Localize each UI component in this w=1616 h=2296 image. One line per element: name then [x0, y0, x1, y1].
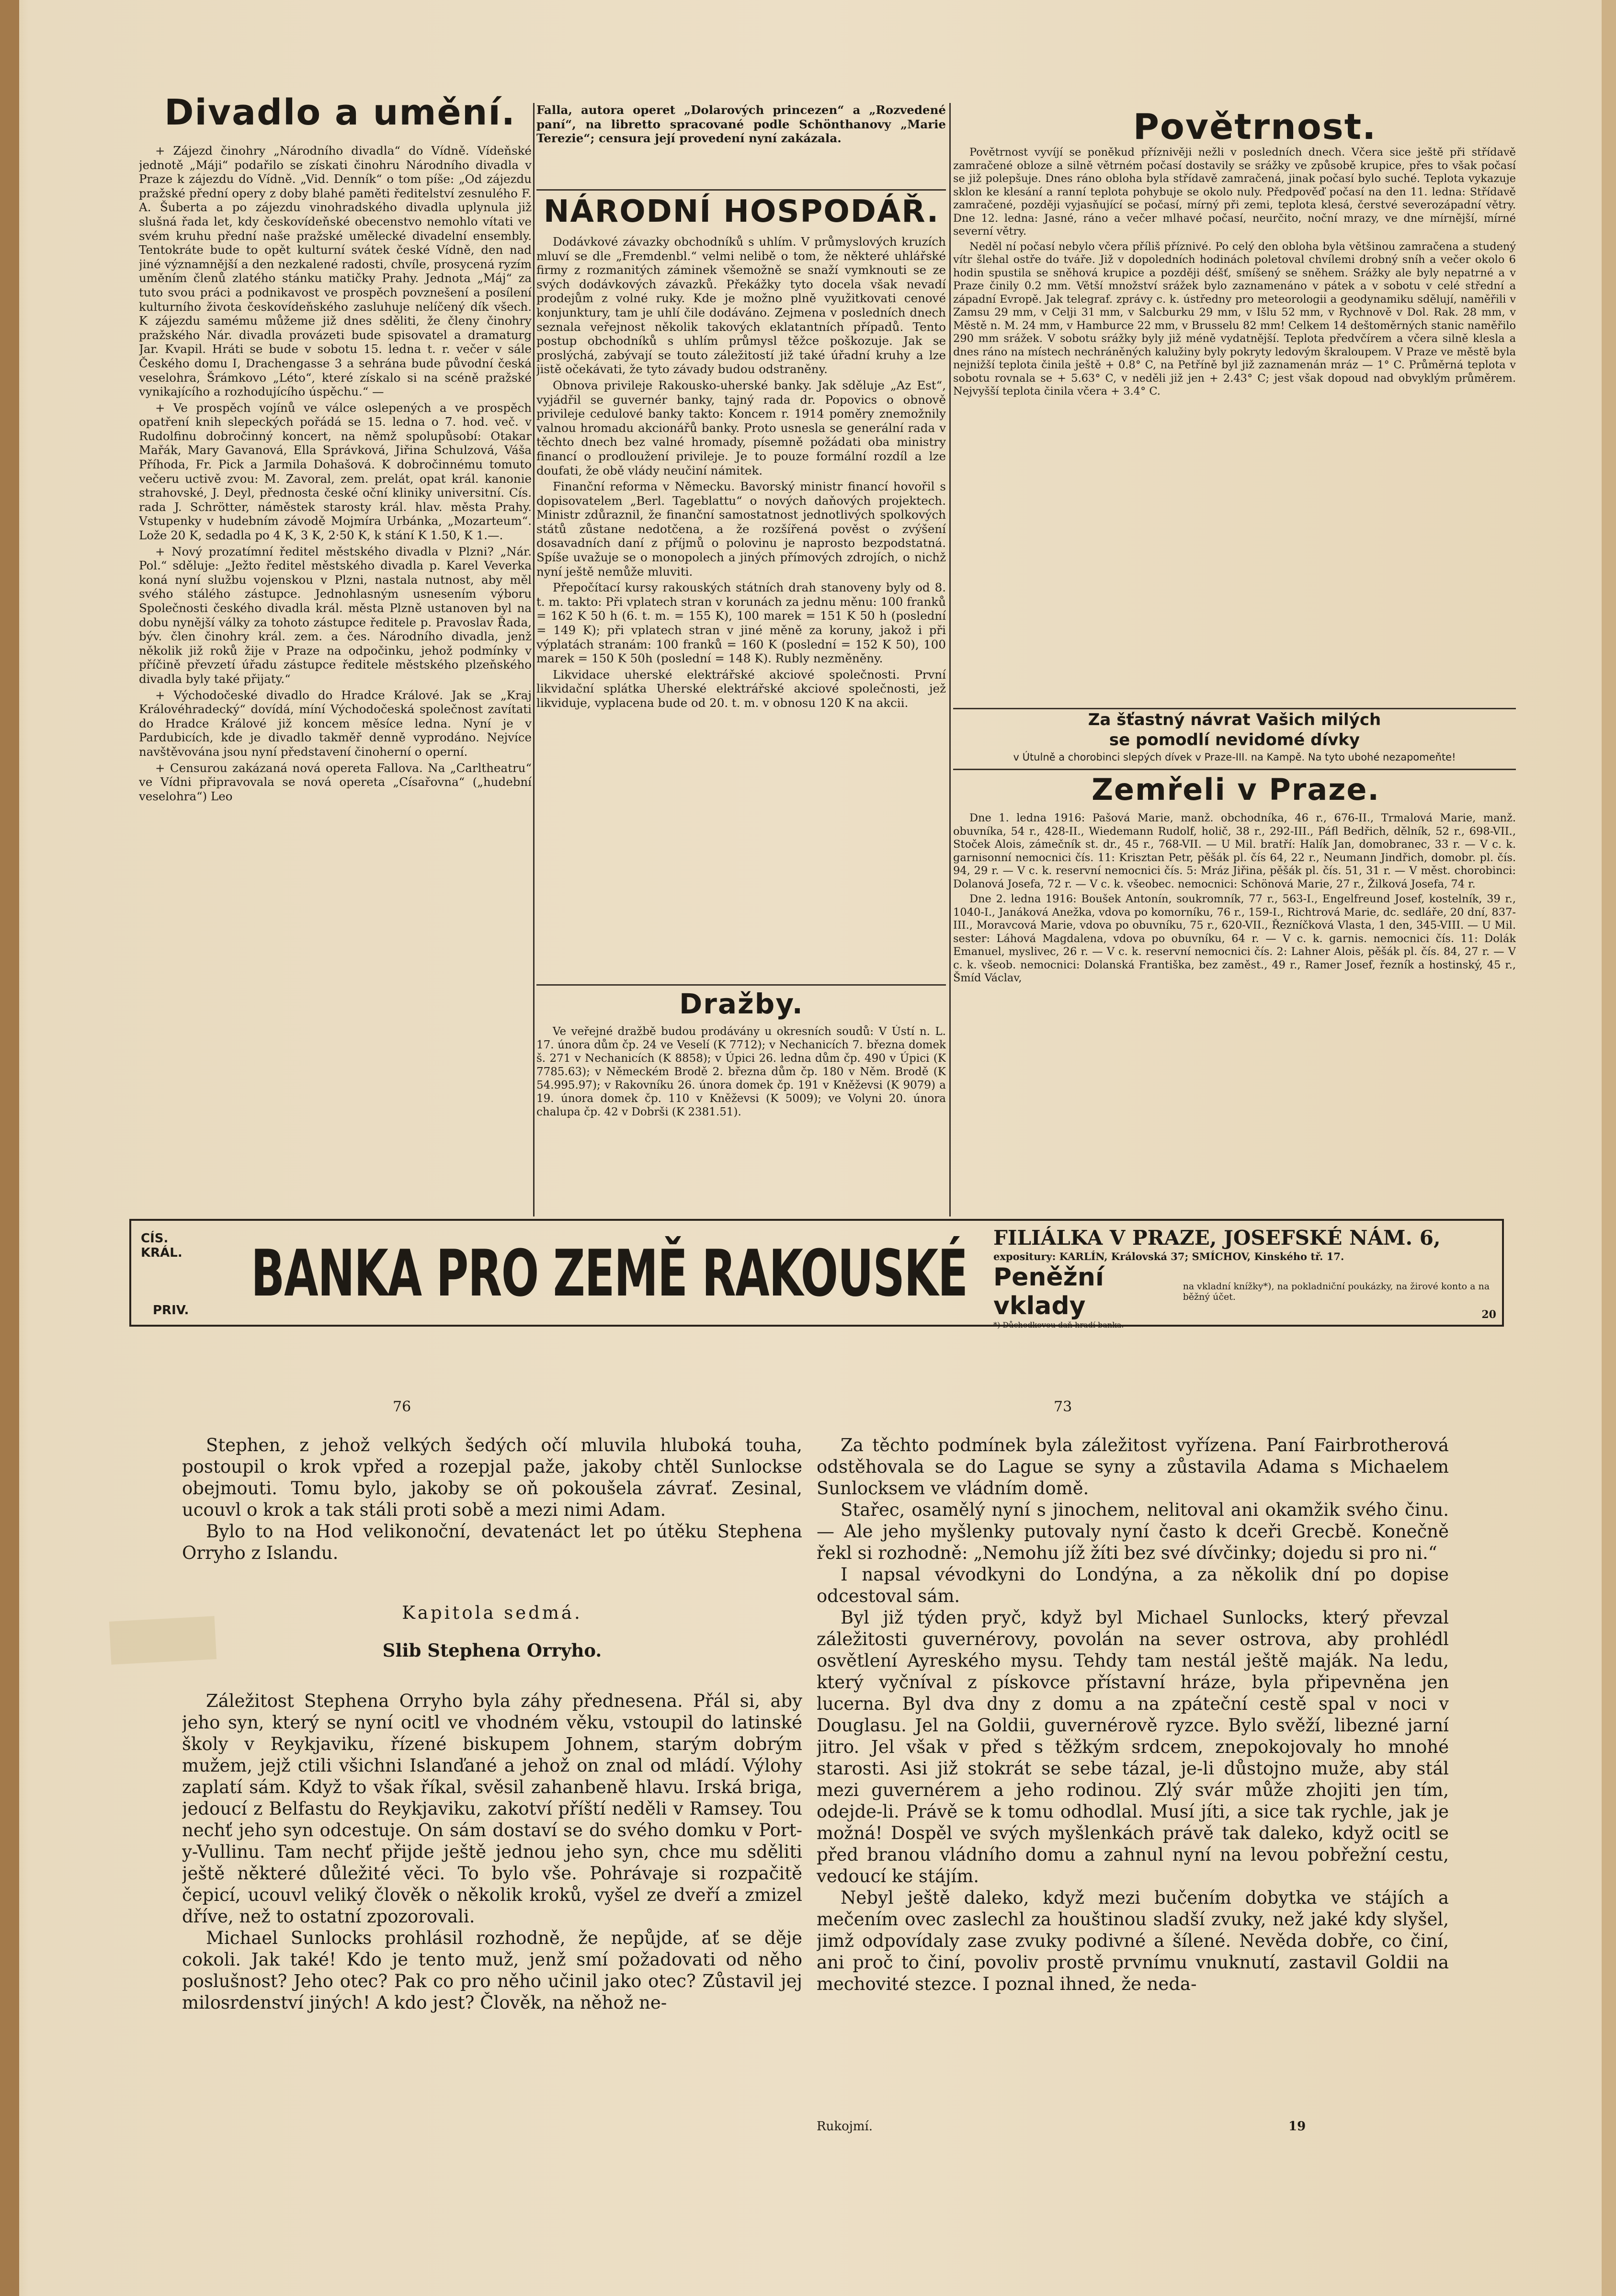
section-rule — [536, 984, 946, 986]
blind-girls-notice — [953, 710, 1516, 767]
notice-line-1: Za šťastný návrat Vašich milých — [1088, 710, 1381, 729]
theater-paragraph: + Východočeské divadlo do Hradce Králové. Jak se „Kraj Královéhradecký“ dovídá, míní Východočeská společnost zavítati do Hradce Králové již koncem měsíce ledna. Nyní je v Pardubicích, kde je divadlo takměř denně vyprodáno. Nejvíce navštěvována jsou nyní představení činoherní o operní. — [139, 688, 532, 759]
page-number-left: 76 — [393, 1398, 411, 1415]
deaths-heading: Zemřeli v Praze. — [1092, 772, 1380, 807]
theater-paragraph: + Censurou zakázaná nová opereta Fallova. Na „Carltheatru“ ve Vídni připravovala se nová opereta „Císařovna“ („hudební veselohra“) Leo — [139, 761, 532, 803]
economy-paragraph: Přepočítací kursy rakouských státních drah stanoveny byly od 8. t. m. takto: Při vplatech stran v korunách za jednu měnu: 100 franků = 162 K 50 h (6. t. m. = 155 K), 100 marek = 151 K 50 h (poslední = 149 K); při vplatech stran v jiné měně za koruny, jakož i při výplatách stranám: 100 franků = 160 K (poslední = 152 K 50), 100 marek = 150 K 50h (poslední = 148 K). Rubly nezměněny. — [536, 580, 946, 666]
economy-paragraph: Finanční reforma v Německu. Bavorský ministr financí hovořil s dopisovatelem „Berl. Tageblattu“ o nových daňových projektech. Ministr zdůraznil, že finanční samostatnost jednotlivých spolkových států zůstane nedotčena, a že rozšířená pověst o zvýšení dosavadních daní z příjmů o polovinu je naprosto bezpodstatná. Spíše uvažuje se o monopolech a jiných přímových zdrojích, o nichž nyní ještě nemůže mluviti. — [536, 479, 946, 579]
ad-imperial-label: CÍS. KRÁL. — [141, 1231, 182, 1260]
theater-continuation — [536, 103, 946, 187]
weather-heading: Povětrnost. — [1133, 106, 1377, 148]
ad-deposits — [993, 1263, 1496, 1320]
deaths-column — [953, 812, 1516, 1219]
ad-priv-label: PRIV. — [153, 1303, 189, 1318]
theater-paragraph: + Nový prozatímní ředitel městského divadla v Plzni? „Nár. Pol.“ sděluje: „Ježto ředitel městského divadla p. Karel Veverka koná nyní službu vojenskou v Plzni, nastala nutnost, aby měl svého stálého zástupce. Jednohlasným usnesením výboru Společnosti českého divadla král. města Plzně ustanoven byl na dobu nynější války za tohoto zástupce ředitele p. Pravoslav Řada, býv. člen činohry král. zem. a čes. Národního divadla, jenž několik již roků žije v Praze na odpočinku, jehož podmínky v příčině převzetí úřadu zástupce ředitele městského plzeňského divadla byly také přijaty.“ — [139, 544, 532, 686]
ad-left-label — [141, 1227, 213, 1322]
book-paragraph: Stephen, z jehož velkých šedých očí mluvila hluboká touha, postoupil o krok vpřed a rozepjal paže, jakoby chtěl Sunlockse obejmouti. Tomu bylo, jakoby se oň pokoušela závrať. Zesinal, ucouvl o krok a tak stáli proti sobě a mezi nimi Adam. — [182, 1435, 802, 1520]
deaths-paragraph: Dne 1. ledna 1916: Pašová Marie, manž. obchodníka, 46 r., 676-II., Trmalová Marie, manž. obuvníka, 54 r., 428-II., Wiedemann Rudolf, holič, 38 r., 292-III., Páfl Bedřich, dělník, 52 r., 698-VII., Stoček Alois, zámečník st. dr., 45 r., 768-VII. — U Mil. bratří: Halík Jan, domobranec, 33 r. — V c. k. garnisonní nemocnici čís. 11: Krisztan Petr, pěšák pl. čís 64, 22 r., Neumann Jindřich, domobr. pl. čís. 94, 29 r. — V c. k. reservní nemocnici čís. 5: Mráz Jiřina, pěšák pl. čís. 51, 31 r. — V měst. chorobinci: Dolanová Josefa, 72 r. — V c. k. všeobec. nemocnici: Schönová Marie, 27 r., Žilková Josefa, 74 r. — [953, 812, 1516, 890]
economy-heading: NÁRODNÍ HOSPODÁŘ. — [543, 194, 940, 229]
page-edge — [1602, 0, 1616, 2296]
economy-paragraph: Likvidace uherské elektrářské akciové společnosti. První likvidační splátka Uherské elektrářské akciové společnosti, jež likviduje, vyplacena bude od 20. t. m. v obnosu 120 K na akcii. — [536, 667, 946, 710]
column-rule — [949, 103, 951, 1216]
ad-deposits-text: na vkladní knížky*), na pokladniční poukázky, na žirové konto a na běžný účet. — [1183, 1281, 1490, 1302]
book-paragraph: Stařec, osamělý nyní s jinochem, nelitoval ani okamžik svého činu. — Ale jeho myšlenky putovaly nyní často k dceři Grecbě. Konečně řekl si rozhodně: „Nemohu jíž žíti bez své dívčinky; dojedu si pro ni.“ — [817, 1500, 1449, 1563]
book-signature-mark: 19 — [1288, 2119, 1306, 2134]
economy-paragraph: Dodávkové závazky obchodníků s uhlím. V průmyslových kruzích mluví se dle „Fremdenbl.“ velmi nelibě o tom, že některé uhlářské firmy z rozmanitých záminek všemožně se snaží vymknouti se ze svých dodávkových závazků. Překážky tyto docela však nevadí prodejům z volné ruky. Kde je možno plně využitkovati cenové konjunktury, tam je uhlí čile dodáváno. Zejmena v posledních dnech seznala veřejnost několik takových eklatantních případů. Tento postup obchodníků s uhlím průmysl těžce poškozuje. Jak se proslýchá, zabývají se touto záležitostí již také úřadní kruhy a lze jistě očekávati, že tyto závady budou odstraněny. — [536, 235, 946, 376]
theater-paragraph: + Zájezd činohry „Národního divadla“ do Vídně. Vídeňské jednotě „Máji“ podařilo se získati činohru Národního divadla v Praze k zájezdu do Vídně. „Vid. Denník“ o tom píše: „Od zájezdu pražské přední opery z doby blahé paměti ředitelství zesnulého F. A. Šuberta a po zájezdu vinohradského divadla uplynula již slušná řada let, kdy českovídeňské obecenstvo nemohlo vítati ve svém kruhu přední naše pražské umělecké divadelní ensembly. Tentokráte bude to opět kulturní svátek české Vídně, den nad jiné významnější a den nezkalené radosti, chvíle, prosycená ryzím uměním členů zlatého stánku matičky Prahy. Jednota „Máj“ za tuto svou práci a podnikavost ve prospěch povznešení a posílení kulturního života českovídeňského zasluhuje nelíčený dík všech. K zájezdu samému můžeme již dnes sděliti, že členy činohry pražského Nár. divadla provázeti bude spisovatel a dramaturg Jar. Kvapil. Hráti se bude v sobotu 15. ledna t. r. večer v sále Českého domu I, Drachengasse 3 a sehrána bude původní česká veselohra, Šrámkovo „Léto“, které získalo si na scéně pražské vynikajícího a rozhodujícího úspěchu.“ — — [139, 144, 532, 399]
ad-footnote: *) Důchodkovou daň hradí banka. — [993, 1320, 1124, 1330]
section-rule — [953, 769, 1516, 770]
theater-heading: Divadlo a umění. — [164, 92, 516, 133]
book-paragraph: Záležitost Stephena Orryho byla záhy přednesena. Přál si, aby jeho syn, který se nyní ocitl ve vhodném věku, vstoupil do latinské školy v Reykjaviku, řízené biskupem Johnem, starým dobrým mužem, jejž ctili všichni Islanďané a jehož on znal od mládí. Výlohy zaplatí sám. Když to však říkal, svěsil zahanbeně hlavu. Irská briga, jedoucí z Belfastu do Reykjaviku, zakotví příští neděli v Ramsey. Tou nechť jeho syn odcestuje. On sám dostaví se do svého domku v Port-y-Vullinu. Tam nechť přijde ještě jednou jeho syn, chce mu sděliti ještě některé důležité věci. To bylo vše. Pohrávaje si rozpačitě čepicí, ucouvl veliký člověk o několik kroků, vyšel ze dveří a zmizel dříve, než to ostatní zpozorovali. — [182, 1691, 802, 1927]
deaths-paragraph: Dne 2. ledna 1916: Boušek Antonín, soukromník, 77 r., 563-I., Engelfreund Josef, kostelník, 39 r., 1040-I., Janáková Anežka, vdova po komorníku, 76 r., 159-I., Richtrová Marie, dc. sedláře, 20 dní, 837-III., Moravcová Marie, vdova po obuvníku, 75 r., 620-VII., Řezníčková Vlasta, 1 den, 345-VIII. — U Mil. sester: Láhová Magdalena, vdova po obuvníku, 64 r. — V c. k. garnis. nemocnici čís. 11: Dolák Emanuel, myslivec, 26 r. — V c. k. reservní nemocnici čís. 2: Lahner Alois, pěšák pl. čís. 84, 27 r. — V c. k. všeob. nemocnici: Dolanská Františka, bez zaměst., 49 r., Ramer Josef, řezník a hostinský, 45 r., Šmíd Václav, — [953, 893, 1516, 984]
auctions-text: Ve veřejné dražbě budou prodávány u okresních soudů: V Ústí n. L. 17. února dům čp. 24 ve Veselí (K 7712); v Nechanicích 7. března domek š. 271 v Nechanicích (K 8858); v Úpici 26. ledna dům čp. 490 v Úpici (K 7785.63); v Německém Brodě 2. března dům čp. 180 v Něm. Brodě (K 54.995.97); v Rakovníku 26. února domek čp. 191 v Kněževsi (K 9079) a 19. února domek čp. 110 v Kněževsi (K 5009); ve Volyni 20. února chalupa čp. 42 v Dobrši (K 2381.51). — [536, 1025, 946, 1118]
bank-advertisement — [129, 1219, 1504, 1330]
notice-line-2: se pomodlí nevidomé dívky — [1109, 730, 1360, 750]
section-rule — [953, 708, 1516, 709]
economy-paragraph: Obnova privileje Rakousko-uherské banky. Jak sděluje „Az Est“, vyjádřil se guvernér banky, tajný rada dr. Popovics o obnově privileje cedulové banky takto: Koncem r. 1914 poměry znemožnily valnou hromadu akcionářů banky. Proto usnesla se generální rada v těchto dnech bez valné hromady, písemně požádati oba ministry financí o prodloužení privileje. Je to pouze formální rozdíl a lze doufati, že obě vlády neučiní námitek. — [536, 378, 946, 477]
ad-deposits-title: Peněžní vklady — [993, 1263, 1104, 1320]
book-paragraph: Nebyl ještě daleko, když mezi bučením dobytka ve stájích a mečením ovec zaslechl za houštinou sladší zvuky, než jaké kdy slyšel, jimž odpovídaly zase zvuky podivné a šílené. Nevěda dobře, co činí, ani proč to činí, povoliv prostě prvnímu vnuknutí, zastavil Goldii na mechovité stezce. I poznal ihned, že neda- — [817, 1887, 1449, 1994]
ad-bank-name: BANKA PRO ZEMĚ RAKOUSKÉ — [251, 1236, 967, 1311]
ad-branch: FILIÁLKA V PRAZE, JOSEFSKÉ NÁM. 6, — [993, 1226, 1441, 1250]
book-paragraph: Bylo to na Hod velikonoční, devatenáct let po útěku Stephena Orryho z Islandu. — [182, 1521, 802, 1563]
chapter-subtitle: Slib Stephena Orryho. — [382, 1640, 602, 1661]
theater-paragraph: + Ve prospěch vojínů ve válce oslepených a ve prospěch opatření knih slepeckých pořádá se 15. ledna o 7. hod. več. v Rudolfinu dobročinný koncert, na němž spolupůsobí: Otakar Mařák, Mary Gavanová, Ella Správková, Jiřina Schulzová, Váša Příhoda, Fr. Pick a Jarmila Dohašová. K dobročinnému tomuto večeru uctivě zvou: M. Zavoral, zem. prelát, opat král. kanonie strahovské, J. Deyl, přednosta české oční kliniky universitní. Cís. rada J. Schrötter, náměstek starosty král. hlav. města Prahy. Vstupenky v hudebním závodě Mojmíra Urbánka, „Mozarteum“. Lože 20 K, sedadla po 4 K, 3 K, 2·50 K, k stání K 1.50, K 1.—. — [139, 400, 532, 543]
ad-expositury: expositury: KARLÍN, Královská 37; SMÍCHOV, Kinského tř. 17. — [993, 1250, 1344, 1262]
book-paragraph: Michael Sunlocks prohlásil rozhodně, že nepůjde, ať se děje cokoli. Jak také! Kdo je tento muž, jenž smí požadovati od něho poslušnost? Jeho otec? Pak co pro něho učinil jako otec? Zůstavil jej milosrdenství jiných! A kdo jest? Člověk, na něhož ne- — [182, 1928, 802, 2013]
economy-column — [536, 235, 946, 982]
weather-paragraph: Povětrnost vyvíjí se poněkud příznivěji nežli v posledních dnech. Včera sice ještě při střídavě zamračené obloze a silně větrném počasí dostavily se srážky ve způsobě krupice, přes to však počasí se již polepšuje. Dnes ráno obloha byla střídavě zamračená, jinak počasí bylo suché. Teplota vykazuje sklon ke klesání a ranní teplota pohybuje se okolo nuly. Předpověď počasí na den 11. ledna: Střídavě zamračené, později vyjasňující se počasí, mírný při zemi, teplota klesá, čerstvé severozápadní větry. Dne 12. ledna: Jasné, ráno a večer mlhavé počasí, neurčito, noční mrazy, ve dne mírnější, mírné severní větry. — [953, 146, 1516, 238]
book-paragraph: Byl již týden pryč, když byl Michael Sunlocks, který převzal záležitosti guvernérovy, povolán na sever ostrova, aby prohlédl osvětlení Ayreského mysu. Tehdy tam nestál ještě maják. Na ledu, který vyčníval z pískovce přístavní hráze, byla připevněna jen lucerna. Byl dva dny z domu a na zpáteční cestě spal v noci v Douglasu. Jel na Goldii, guvernérově ryzce. Bylo svěží, libezné jarní jitro. Jel však v před s těžkým srdcem, znepokojovaly ho mnohé starosti. Asi již stokrát se sebe tázal, je-li důstojno muže, aby stál mezi guvernérem a jeho rodinou. Zlý svár může zhojiti jen tím, odejde-li. Právě se k tomu odhodlal. Musí jíti, a sice tak rychle, jak je možná! Dospěl ve svých myšlenkách právě tak daleko, když ocitl se před branou vládního domu a zahnul nyní na levou pobřežní cestu, vedoucí ke stájím. — [817, 1607, 1449, 1887]
theater-continuation-text: Falla, autora operet „Dolarových princezen“ a „Rozvedené paní“, na libretto spracované podle Schönthanovy „Marie Terezie“; censura její provedení nyní zakázala. — [536, 103, 946, 146]
book-paragraph: I napsal vévodkyni do Londýna, a za několik dní po dopise odcestoval sám. — [817, 1564, 1449, 1606]
book-left-page — [182, 1434, 802, 2076]
auctions-heading: Dražby. — [679, 988, 804, 1020]
weather-column — [953, 146, 1516, 706]
weather-paragraph: Neděl ní počasí nebylo včera příliš příznivé. Po celý den obloha byla většinou zamračena a studený vítr šlehal ostře do tváře. Již v dopoledních hodinách poletoval chvílemi drobný sníh a večer okolo 6 hodin spustila se sněhová krupice a později déšť, smíšený se sněhem. Srážky ale byly nepatrné a v Praze činily 0.2 mm. Větší množství srážek bylo zaznamenáno v pátek a v sobotu v celé střední a západní Evropě. Jak telegraf. zprávy c. k. ústředny pro meteorologii a geodynamiku sdělují, naměřili v Zamsu 29 mm, v Celji 31 mm, v Salcburku 29 mm, v Išlu 52 mm, v Rychnově v Dol. Rak. 28 mm, v Městě n. M. 24 mm, v Hamburce 22 mm, v Brusselu 82 mm! Celkem 14 deštoměrných stanic naměřilo 290 mm srážek. V sobotu srážky byly již méně vydatnější. Teplota předvčírem a včera silně klesla a dnes ráno na místech nechráněných kalužiny byly pokryty ledovým škraloupem. V Praze ve městě byla nejnižší teplota činila ještě + 0.8° C, na Petříně byl již zaznamenán mráz — 1° C. Průměrná teplota v sobotu rovnala se + 5.63° C, v neděli již jen + 2.43° C; jest však dopoud nad obvyklým průměrem. Nejvyšší teplota činila včera + 3.4° C. — [953, 240, 1516, 398]
section-rule — [536, 189, 946, 191]
book-right-page — [817, 1434, 1449, 2134]
ad-details — [993, 1226, 1496, 1330]
column-rule — [533, 103, 535, 1216]
theater-column — [139, 144, 532, 1216]
chapter-title: Kapitola sedmá. — [402, 1603, 582, 1623]
auctions-column — [536, 1025, 946, 1216]
ad-code: 20 — [1481, 1308, 1496, 1321]
book-paragraph: Za těchto podmínek byla záležitost vyřízena. Paní Fairbrotherová odstěhovala se do Lague se syny a zůstavila Adama s Michaelem Sunlocksem ve vládním domě. — [817, 1435, 1449, 1499]
notice-line-3: v Útulně a chorobinci slepých dívek v Praze-III. na Kampě. Na tyto ubohé nezapomeňte! — [1013, 751, 1456, 763]
page-number-right: 73 — [1054, 1398, 1072, 1415]
binding-edge — [0, 0, 19, 2296]
book-footer-title: Rukojmí. — [817, 2119, 873, 2134]
